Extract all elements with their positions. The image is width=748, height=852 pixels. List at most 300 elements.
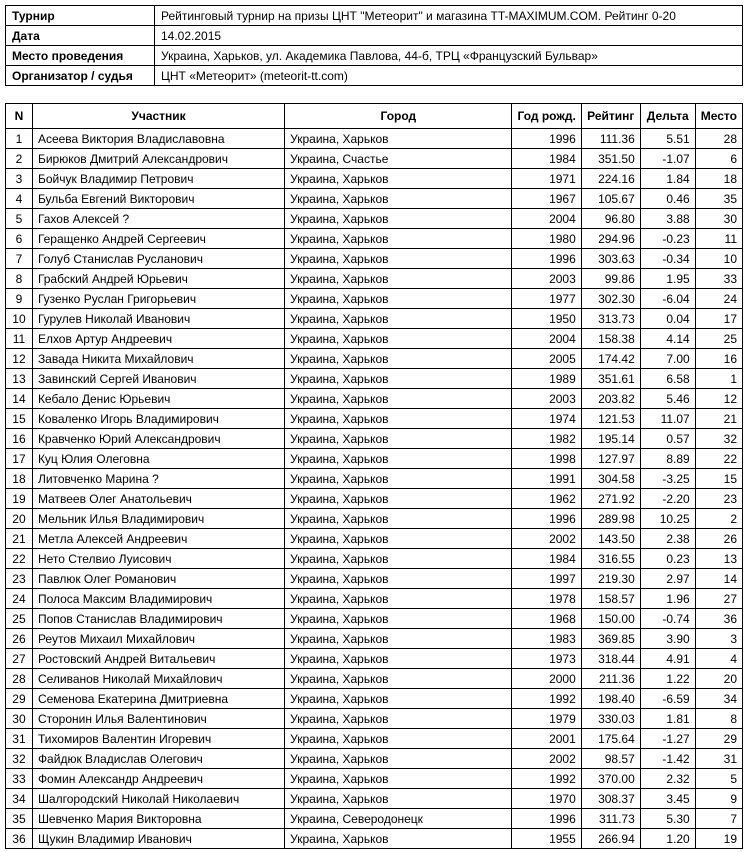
- cell-number: 7: [6, 249, 33, 269]
- cell-place: 35: [695, 189, 742, 209]
- cell-birth-year: 1971: [512, 169, 581, 189]
- cell-participant: Семенова Екатерина Дмитриевна: [32, 689, 284, 709]
- col-header-delta: Дельта: [640, 104, 695, 129]
- table-row: [6, 669, 743, 689]
- table-row: [6, 789, 743, 809]
- cell-city: Украина, Харьков: [285, 509, 512, 529]
- cell-rating: 318.44: [581, 649, 640, 669]
- cell-delta: -3.25: [640, 469, 695, 489]
- cell-number: 24: [6, 589, 33, 609]
- cell-delta: 4.91: [640, 649, 695, 669]
- cell-city: Украина, Харьков: [285, 409, 512, 429]
- cell-number: 18: [6, 469, 33, 489]
- cell-participant: Селиванов Николай Михайлович: [32, 669, 284, 689]
- cell-number: 5: [6, 209, 33, 229]
- cell-number: 4: [6, 189, 33, 209]
- cell-rating: 311.73: [581, 809, 640, 829]
- cell-delta: -6.04: [640, 289, 695, 309]
- col-header-place: Место: [695, 104, 742, 129]
- cell-delta: -0.34: [640, 249, 695, 269]
- cell-rating: 266.94: [581, 829, 640, 849]
- cell-city: Украина, Харьков: [285, 689, 512, 709]
- results-body: [6, 129, 743, 849]
- cell-place: 4: [695, 649, 742, 669]
- results-table: [5, 103, 743, 849]
- cell-number: 16: [6, 429, 33, 449]
- cell-place: 24: [695, 289, 742, 309]
- cell-participant: Кебало Денис Юрьевич: [32, 389, 284, 409]
- cell-birth-year: 1992: [512, 769, 581, 789]
- table-row: [6, 609, 743, 629]
- cell-birth-year: 2005: [512, 349, 581, 369]
- cell-participant: Тихомиров Валентин Игоревич: [32, 729, 284, 749]
- info-value: ЦНТ «Метеорит» (meteorit-tt.com): [155, 66, 743, 86]
- cell-participant: Метла Алексей Андреевич: [32, 529, 284, 549]
- cell-rating: 271.92: [581, 489, 640, 509]
- table-row: [6, 409, 743, 429]
- cell-city: Украина, Харьков: [285, 189, 512, 209]
- cell-delta: 5.46: [640, 389, 695, 409]
- cell-participant: Куц Юлия Олеговна: [32, 449, 284, 469]
- table-row: [6, 369, 743, 389]
- cell-number: 17: [6, 449, 33, 469]
- cell-rating: 127.97: [581, 449, 640, 469]
- cell-rating: 158.57: [581, 589, 640, 609]
- cell-birth-year: 1980: [512, 229, 581, 249]
- cell-delta: 2.32: [640, 769, 695, 789]
- cell-birth-year: 1950: [512, 309, 581, 329]
- cell-participant: Шалгородский Николай Николаевич: [32, 789, 284, 809]
- cell-number: 8: [6, 269, 33, 289]
- cell-participant: Голуб Станислав Русланович: [32, 249, 284, 269]
- table-row: [6, 269, 743, 289]
- cell-rating: 302.30: [581, 289, 640, 309]
- cell-city: Украина, Харьков: [285, 749, 512, 769]
- cell-place: 11: [695, 229, 742, 249]
- cell-delta: -0.23: [640, 229, 695, 249]
- cell-birth-year: 1978: [512, 589, 581, 609]
- table-row: [6, 629, 743, 649]
- table-row: [6, 169, 743, 189]
- table-row: [6, 749, 743, 769]
- cell-city: Украина, Харьков: [285, 729, 512, 749]
- cell-participant: Шевченко Мария Викторовна: [32, 809, 284, 829]
- cell-place: 12: [695, 389, 742, 409]
- cell-city: Украина, Харьков: [285, 169, 512, 189]
- cell-birth-year: 2003: [512, 389, 581, 409]
- cell-participant: Павлюк Олег Романович: [32, 569, 284, 589]
- cell-city: Украина, Харьков: [285, 309, 512, 329]
- cell-place: 3: [695, 629, 742, 649]
- table-row: [6, 549, 743, 569]
- table-row: [6, 649, 743, 669]
- cell-place: 31: [695, 749, 742, 769]
- cell-participant: Завада Никита Михайлович: [32, 349, 284, 369]
- cell-birth-year: 2002: [512, 749, 581, 769]
- cell-number: 2: [6, 149, 33, 169]
- cell-rating: 303.63: [581, 249, 640, 269]
- cell-number: 10: [6, 309, 33, 329]
- cell-rating: 308.37: [581, 789, 640, 809]
- info-row: [6, 46, 743, 66]
- cell-city: Украина, Харьков: [285, 209, 512, 229]
- cell-rating: 369.85: [581, 629, 640, 649]
- cell-place: 23: [695, 489, 742, 509]
- cell-participant: Матвеев Олег Анатольевич: [32, 489, 284, 509]
- cell-place: 17: [695, 309, 742, 329]
- cell-rating: 203.82: [581, 389, 640, 409]
- cell-city: Украина, Харьков: [285, 789, 512, 809]
- cell-rating: 304.58: [581, 469, 640, 489]
- cell-birth-year: 1996: [512, 249, 581, 269]
- cell-number: 19: [6, 489, 33, 509]
- cell-city: Украина, Харьков: [285, 329, 512, 349]
- info-label: Место проведения: [6, 46, 155, 66]
- cell-rating: 175.64: [581, 729, 640, 749]
- cell-delta: 0.23: [640, 549, 695, 569]
- cell-participant: Фомин Александр Андреевич: [32, 769, 284, 789]
- cell-birth-year: 2001: [512, 729, 581, 749]
- cell-city: Украина, Харьков: [285, 629, 512, 649]
- cell-city: Украина, Северодонецк: [285, 809, 512, 829]
- cell-city: Украина, Харьков: [285, 649, 512, 669]
- cell-city: Украина, Харьков: [285, 389, 512, 409]
- cell-number: 6: [6, 229, 33, 249]
- cell-place: 7: [695, 809, 742, 829]
- cell-number: 22: [6, 549, 33, 569]
- table-row: [6, 129, 743, 149]
- cell-birth-year: 1996: [512, 809, 581, 829]
- cell-number: 11: [6, 329, 33, 349]
- cell-delta: 11.07: [640, 409, 695, 429]
- cell-birth-year: 1968: [512, 609, 581, 629]
- table-row: [6, 349, 743, 369]
- cell-number: 34: [6, 789, 33, 809]
- cell-place: 8: [695, 709, 742, 729]
- table-row: [6, 829, 743, 849]
- info-label: Дата: [6, 26, 155, 46]
- cell-place: 18: [695, 169, 742, 189]
- cell-delta: -1.07: [640, 149, 695, 169]
- cell-participant: Коваленко Игорь Владимирович: [32, 409, 284, 429]
- cell-delta: 1.81: [640, 709, 695, 729]
- cell-rating: 351.50: [581, 149, 640, 169]
- cell-participant: Асеева Виктория Владиславовна: [32, 129, 284, 149]
- cell-rating: 143.50: [581, 529, 640, 549]
- cell-birth-year: 1977: [512, 289, 581, 309]
- cell-place: 25: [695, 329, 742, 349]
- cell-participant: Ростовский Андрей Витальевич: [32, 649, 284, 669]
- cell-place: 13: [695, 549, 742, 569]
- cell-city: Украина, Харьков: [285, 529, 512, 549]
- cell-place: 19: [695, 829, 742, 849]
- cell-city: Украина, Харьков: [285, 129, 512, 149]
- cell-place: 30: [695, 209, 742, 229]
- cell-place: 27: [695, 589, 742, 609]
- cell-delta: 1.22: [640, 669, 695, 689]
- info-row: [6, 66, 743, 86]
- table-row: [6, 729, 743, 749]
- cell-place: 34: [695, 689, 742, 709]
- cell-place: 22: [695, 449, 742, 469]
- cell-city: Украина, Харьков: [285, 569, 512, 589]
- cell-rating: 158.38: [581, 329, 640, 349]
- cell-city: Украина, Харьков: [285, 229, 512, 249]
- table-row: [6, 329, 743, 349]
- cell-city: Украина, Харьков: [285, 549, 512, 569]
- cell-birth-year: 1997: [512, 569, 581, 589]
- cell-place: 26: [695, 529, 742, 549]
- cell-city: Украина, Харьков: [285, 709, 512, 729]
- cell-participant: Реутов Михаил Михайлович: [32, 629, 284, 649]
- cell-rating: 351.61: [581, 369, 640, 389]
- cell-rating: 99.86: [581, 269, 640, 289]
- cell-place: 21: [695, 409, 742, 429]
- cell-participant: Попов Станислав Владимирович: [32, 609, 284, 629]
- cell-birth-year: 1979: [512, 709, 581, 729]
- cell-delta: 8.89: [640, 449, 695, 469]
- cell-number: 14: [6, 389, 33, 409]
- cell-city: Украина, Харьков: [285, 429, 512, 449]
- cell-place: 28: [695, 129, 742, 149]
- cell-city: Украина, Счастье: [285, 149, 512, 169]
- cell-birth-year: 1955: [512, 829, 581, 849]
- cell-birth-year: 2000: [512, 669, 581, 689]
- cell-delta: 5.51: [640, 129, 695, 149]
- cell-number: 30: [6, 709, 33, 729]
- cell-birth-year: 1967: [512, 189, 581, 209]
- cell-place: 36: [695, 609, 742, 629]
- table-row: [6, 469, 743, 489]
- cell-city: Украина, Харьков: [285, 449, 512, 469]
- cell-delta: 0.04: [640, 309, 695, 329]
- cell-rating: 316.55: [581, 549, 640, 569]
- cell-participant: Полоса Максим Владимирович: [32, 589, 284, 609]
- cell-birth-year: 1998: [512, 449, 581, 469]
- col-header-number: N: [6, 104, 33, 129]
- cell-city: Украина, Харьков: [285, 669, 512, 689]
- cell-participant: Грабский Андрей Юрьевич: [32, 269, 284, 289]
- cell-delta: -6.59: [640, 689, 695, 709]
- cell-participant: Геращенко Андрей Сергеевич: [32, 229, 284, 249]
- table-row: [6, 189, 743, 209]
- cell-place: 9: [695, 789, 742, 809]
- cell-place: 15: [695, 469, 742, 489]
- cell-rating: 313.73: [581, 309, 640, 329]
- cell-number: 26: [6, 629, 33, 649]
- info-value: Украина, Харьков, ул. Академика Павлова, 44-б, ТРЦ «Французский Бульвар»: [155, 46, 743, 66]
- cell-place: 14: [695, 569, 742, 589]
- cell-delta: 2.97: [640, 569, 695, 589]
- cell-number: 20: [6, 509, 33, 529]
- cell-delta: 3.45: [640, 789, 695, 809]
- cell-city: Украина, Харьков: [285, 489, 512, 509]
- col-header-participant: Участник: [32, 104, 284, 129]
- cell-delta: -2.20: [640, 489, 695, 509]
- cell-rating: 121.53: [581, 409, 640, 429]
- cell-delta: -0.74: [640, 609, 695, 629]
- cell-number: 31: [6, 729, 33, 749]
- table-row: [6, 509, 743, 529]
- cell-city: Украина, Харьков: [285, 589, 512, 609]
- cell-delta: 1.84: [640, 169, 695, 189]
- cell-rating: 370.00: [581, 769, 640, 789]
- cell-delta: 0.46: [640, 189, 695, 209]
- cell-rating: 111.36: [581, 129, 640, 149]
- cell-participant: Бирюков Дмитрий Александрович: [32, 149, 284, 169]
- col-header-rating: Рейтинг: [581, 104, 640, 129]
- cell-delta: 4.14: [640, 329, 695, 349]
- cell-delta: 1.95: [640, 269, 695, 289]
- table-row: [6, 689, 743, 709]
- cell-participant: Мельник Илья Владимирович: [32, 509, 284, 529]
- cell-delta: 10.25: [640, 509, 695, 529]
- table-row: [6, 309, 743, 329]
- cell-birth-year: 1996: [512, 509, 581, 529]
- cell-number: 27: [6, 649, 33, 669]
- cell-rating: 96.80: [581, 209, 640, 229]
- cell-city: Украина, Харьков: [285, 289, 512, 309]
- table-row: [6, 569, 743, 589]
- info-label: Организатор / судья: [6, 66, 155, 86]
- cell-rating: 198.40: [581, 689, 640, 709]
- col-header-birth-year: Год рожд.: [512, 104, 581, 129]
- table-row: [6, 589, 743, 609]
- cell-birth-year: 1983: [512, 629, 581, 649]
- cell-number: 15: [6, 409, 33, 429]
- cell-birth-year: 1992: [512, 689, 581, 709]
- cell-rating: 195.14: [581, 429, 640, 449]
- cell-place: 33: [695, 269, 742, 289]
- cell-delta: -1.27: [640, 729, 695, 749]
- cell-city: Украина, Харьков: [285, 769, 512, 789]
- cell-birth-year: 1974: [512, 409, 581, 429]
- cell-birth-year: 2002: [512, 529, 581, 549]
- cell-birth-year: 2004: [512, 209, 581, 229]
- cell-participant: Щукин Владимир Иванович: [32, 829, 284, 849]
- cell-place: 29: [695, 729, 742, 749]
- cell-birth-year: 2004: [512, 329, 581, 349]
- cell-delta: 5.30: [640, 809, 695, 829]
- cell-birth-year: 1970: [512, 789, 581, 809]
- cell-delta: 0.57: [640, 429, 695, 449]
- cell-number: 13: [6, 369, 33, 389]
- info-label: Турнир: [6, 6, 155, 26]
- cell-rating: 150.00: [581, 609, 640, 629]
- cell-participant: Гузенко Руслан Григорьевич: [32, 289, 284, 309]
- cell-delta: 3.88: [640, 209, 695, 229]
- cell-participant: Гахов Алексей ?: [32, 209, 284, 229]
- table-row: [6, 149, 743, 169]
- table-row: [6, 229, 743, 249]
- cell-rating: 294.96: [581, 229, 640, 249]
- cell-participant: Кравченко Юрий Александрович: [32, 429, 284, 449]
- cell-place: 20: [695, 669, 742, 689]
- table-row: [6, 709, 743, 729]
- cell-birth-year: 1989: [512, 369, 581, 389]
- cell-number: 21: [6, 529, 33, 549]
- info-row: [6, 6, 743, 26]
- cell-number: 36: [6, 829, 33, 849]
- cell-delta: 1.96: [640, 589, 695, 609]
- cell-rating: 98.57: [581, 749, 640, 769]
- info-value: Рейтинговый турнир на призы ЦНТ "Метеорит" и магазина TT-MAXIMUM.COM. Рейтинг 0-20: [155, 6, 743, 26]
- cell-birth-year: 1996: [512, 129, 581, 149]
- cell-place: 5: [695, 769, 742, 789]
- cell-participant: Завинский Сергей Иванович: [32, 369, 284, 389]
- cell-birth-year: 1982: [512, 429, 581, 449]
- table-row: [6, 289, 743, 309]
- cell-number: 35: [6, 809, 33, 829]
- cell-rating: 224.16: [581, 169, 640, 189]
- table-row: [6, 529, 743, 549]
- cell-delta: 7.00: [640, 349, 695, 369]
- cell-rating: 174.42: [581, 349, 640, 369]
- tournament-info-body: [6, 6, 743, 86]
- cell-birth-year: 2003: [512, 269, 581, 289]
- cell-rating: 289.98: [581, 509, 640, 529]
- cell-birth-year: 1991: [512, 469, 581, 489]
- cell-rating: 105.67: [581, 189, 640, 209]
- cell-participant: Гурулев Николай Иванович: [32, 309, 284, 329]
- table-row: [6, 449, 743, 469]
- table-row: [6, 249, 743, 269]
- cell-city: Украина, Харьков: [285, 829, 512, 849]
- table-row: [6, 809, 743, 829]
- cell-participant: Нето Стелвио Луисович: [32, 549, 284, 569]
- cell-delta: 2.38: [640, 529, 695, 549]
- cell-place: 6: [695, 149, 742, 169]
- cell-delta: 1.20: [640, 829, 695, 849]
- cell-city: Украина, Харьков: [285, 349, 512, 369]
- cell-rating: 330.03: [581, 709, 640, 729]
- cell-number: 33: [6, 769, 33, 789]
- cell-rating: 219.30: [581, 569, 640, 589]
- cell-number: 23: [6, 569, 33, 589]
- tournament-info-table: [5, 5, 743, 86]
- results-header-row: [6, 104, 743, 129]
- table-row: [6, 769, 743, 789]
- table-row: [6, 209, 743, 229]
- cell-birth-year: 1984: [512, 549, 581, 569]
- cell-number: 25: [6, 609, 33, 629]
- col-header-city: Город: [285, 104, 512, 129]
- cell-number: 32: [6, 749, 33, 769]
- cell-city: Украина, Харьков: [285, 369, 512, 389]
- cell-number: 9: [6, 289, 33, 309]
- cell-number: 29: [6, 689, 33, 709]
- cell-birth-year: 1984: [512, 149, 581, 169]
- info-value: 14.02.2015: [155, 26, 743, 46]
- cell-place: 16: [695, 349, 742, 369]
- cell-participant: Литовченко Марина ?: [32, 469, 284, 489]
- cell-number: 1: [6, 129, 33, 149]
- cell-city: Украина, Харьков: [285, 249, 512, 269]
- cell-participant: Бойчук Владимир Петрович: [32, 169, 284, 189]
- table-row: [6, 389, 743, 409]
- info-row: [6, 26, 743, 46]
- cell-delta: 6.58: [640, 369, 695, 389]
- cell-participant: Файдюк Владислав Олегович: [32, 749, 284, 769]
- cell-participant: Елхов Артур Андреевич: [32, 329, 284, 349]
- cell-place: 2: [695, 509, 742, 529]
- cell-delta: 3.90: [640, 629, 695, 649]
- cell-participant: Сторонин Илья Валентинович: [32, 709, 284, 729]
- cell-birth-year: 1973: [512, 649, 581, 669]
- cell-number: 12: [6, 349, 33, 369]
- cell-place: 1: [695, 369, 742, 389]
- cell-participant: Бульба Евгений Викторович: [32, 189, 284, 209]
